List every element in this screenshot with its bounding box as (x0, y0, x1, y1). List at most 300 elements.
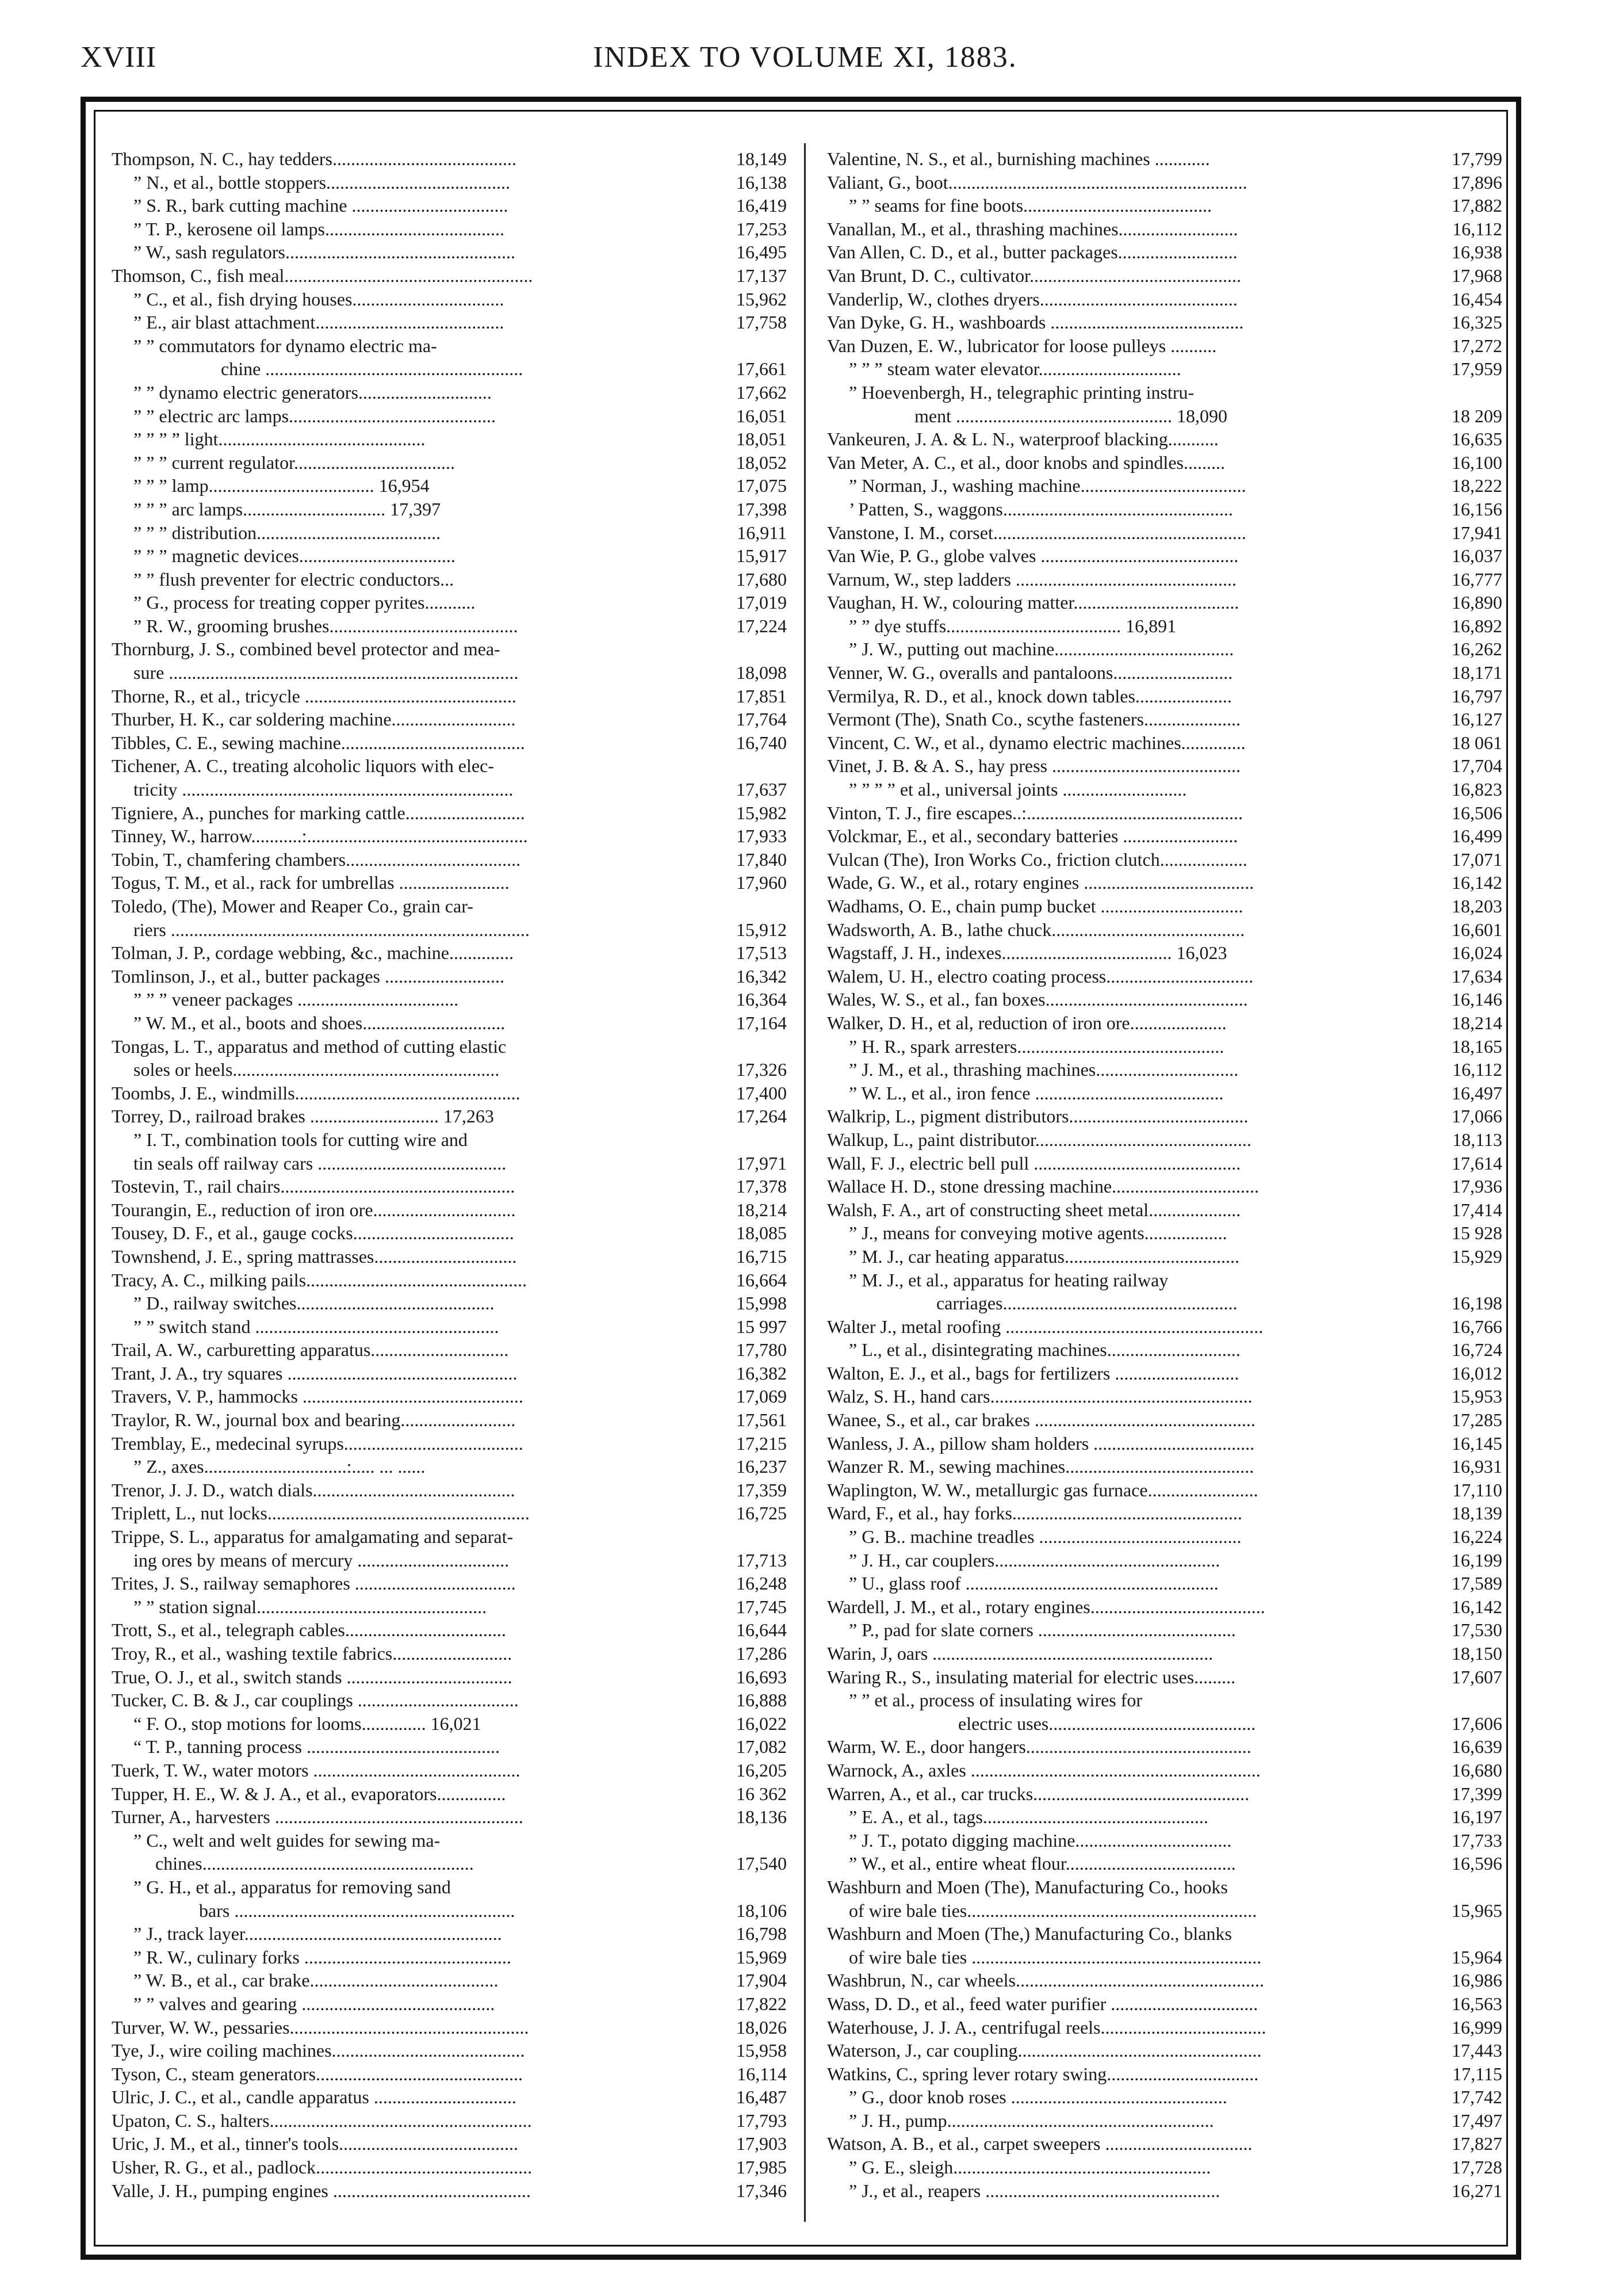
index-entry-pages: 17,933 (736, 826, 787, 847)
index-entry-text: Wagstaff, J. H., indexes..................................... 16,023 (827, 942, 1227, 964)
index-entry-pages: 15,964 (1452, 1946, 1502, 1968)
index-entry (827, 778, 1506, 801)
index-entry-text: ” P., pad for slate corners ........................................... (849, 1619, 1236, 1641)
index-entry-pages: 16,145 (1452, 1432, 1502, 1454)
index-entry (827, 451, 1506, 475)
index-entry-text: Tupper, H. E., W. & J. A., et al., evaporators............... (112, 1783, 506, 1804)
index-entry-text: Waring R., S., insulating material for electric uses......... (827, 1666, 1236, 1687)
index-entry-pages: 16,156 (1452, 498, 1502, 519)
index-entry-text: ” ” ” arc lamps............................... 17,397 (133, 498, 441, 519)
index-entry (827, 2039, 1506, 2062)
index-entry-text: Toombs, J. E., windmills................................................. (112, 1082, 520, 1103)
index-entry (827, 2132, 1506, 2156)
index-entry (827, 1525, 1506, 1549)
index-entry-text: tin seals off railway cars ......................................... (133, 1152, 507, 1174)
index-entry-pages: 16,237 (736, 1456, 787, 1477)
index-entry-pages: 17,607 (1452, 1666, 1502, 1687)
index-entry-text: ” R. W., grooming brushes......................................... (133, 615, 518, 636)
index-entry-pages: 16,127 (1452, 709, 1502, 730)
index-entry-text: Trail, A. W., carburetting apparatus.............................. (112, 1339, 509, 1361)
index-entry (112, 1011, 790, 1035)
index-entry-text: ” Norman, J., washing machine.................................... (849, 475, 1246, 496)
index-entry-text: ” J., et al., reapers ................................................... (849, 2180, 1220, 2201)
index-entry (112, 194, 790, 217)
index-entry-pages: 18,150 (1452, 1643, 1502, 1664)
index-entry-text: ” N., et al., bottle stoppers........................................ (133, 171, 511, 193)
index-entry-pages: 17,110 (1452, 1479, 1502, 1500)
index-entry (112, 240, 790, 264)
index-entry-text: ” W. L., et al., iron fence ......................................... (849, 1082, 1224, 1103)
index-entry (112, 918, 790, 942)
index-entry-pages: 15,962 (736, 288, 787, 310)
index-entry-pages: 16,138 (736, 171, 787, 193)
index-entry (827, 685, 1506, 708)
index-entry-text: Warnock, A., axles ............................................................... (827, 1759, 1261, 1781)
index-entry-text: Wadsworth, A. B., lathe chuck.......................................... (827, 919, 1245, 940)
index-entry-pages: 16,693 (736, 1666, 787, 1687)
index-entry (112, 1572, 790, 1595)
index-entry-text: Tye, J., wire coiling machines.......................................... (112, 2040, 525, 2061)
index-entry-pages: 16,798 (736, 1923, 787, 1944)
index-entry-pages: 17,264 (736, 1106, 787, 1127)
index-entry (827, 217, 1506, 241)
index-entry (827, 2109, 1506, 2133)
index-entry-pages: 15,982 (736, 802, 787, 823)
index-entry-text: ” C., welt and welt guides for sewing ma- (133, 1829, 441, 1851)
index-entry (112, 2062, 790, 2086)
index-entry (112, 1432, 790, 1455)
index-entry-text: Washburn and Moen (The,) Manufacturing Co., blanks (827, 1923, 1232, 1944)
index-entry-pages: 18,051 (736, 429, 787, 450)
index-entry-pages: 16,112 (1452, 218, 1502, 239)
index-entry-pages: 16,892 (1452, 615, 1502, 636)
index-entry-text: ” I. T., combination tools for cutting wire and (133, 1129, 468, 1150)
index-entry-text: ” T. P., kerosene oil lamps....................................... (133, 218, 504, 239)
index-entry (827, 1759, 1506, 1782)
index-entry (827, 194, 1506, 217)
index-entry-pages: 16,037 (1452, 545, 1502, 567)
index-entry (827, 1362, 1506, 1385)
index-entry-text: True, O. J., et al., switch stands .................................... (112, 1666, 512, 1687)
index-entry (112, 1479, 790, 1502)
index-entry-pages: 17,272 (1452, 335, 1502, 356)
index-entry (827, 381, 1506, 404)
index-entry-pages: 17,285 (1452, 1409, 1502, 1431)
index-entry-text: ” ” seams for fine boots......................................... (849, 195, 1212, 216)
index-entry-text: ” ” ” distribution........................................ (133, 522, 441, 543)
index-entry (827, 1432, 1506, 1455)
index-entry-pages: 18,026 (736, 2016, 787, 2038)
index-entry (827, 2016, 1506, 2039)
index-entry-text: chines........................................................... (155, 1853, 474, 1874)
index-entry (827, 871, 1506, 895)
index-entry-text: Vincent, C. W., et al., dynamo electric machines.............. (827, 732, 1246, 753)
index-entry (827, 1875, 1506, 1899)
index-entry-pages: 18,214 (1452, 1012, 1502, 1033)
index-entry-text: ” W. B., et al., car brake......................................... (133, 1970, 499, 1991)
index-entry-pages: 18,222 (1452, 475, 1502, 496)
index-entry-pages: 16,197 (1452, 1806, 1502, 1828)
index-entry (112, 731, 790, 755)
index-entry-pages: 17,968 (1452, 265, 1502, 286)
index-entry-text: Vanstone, I. M., corset....................................................... (827, 522, 1246, 543)
index-entry (827, 1082, 1506, 1105)
index-entry-pages: 16,890 (1452, 592, 1502, 613)
index-entry-text: Van Meter, A. C., et al., door knobs and spindles......... (827, 452, 1225, 473)
index-entry-text: Thornburg, J. S., combined bevel protector and mea- (112, 639, 500, 660)
index-entry (827, 1338, 1506, 1362)
index-entry-pages: 16,342 (736, 965, 787, 987)
index-entry-pages: 16,635 (1452, 429, 1502, 450)
index-entry-text: Vankeuren, J. A. & L. N., waterproof blacking........... (827, 429, 1219, 450)
index-entry (112, 1922, 790, 1946)
index-entry-pages: 16,419 (736, 195, 787, 216)
index-entry-text: bars ............................................................. (199, 1900, 515, 1921)
index-entry-pages: 17,530 (1452, 1619, 1502, 1641)
index-entry (112, 404, 790, 428)
index-entry-text: tricity ........................................................................ (133, 779, 514, 800)
index-entry (827, 1105, 1506, 1128)
index-entry-text: ” W., sash regulators.................................................. (133, 242, 515, 263)
index-entry-text: Watkins, C., spring lever rotary swing................................. (827, 2063, 1259, 2084)
index-entry (112, 2109, 790, 2133)
index-entry-pages: 17,634 (1452, 965, 1502, 987)
index-entry-text: ” ” electric arc lamps............................................. (133, 405, 496, 426)
index-entry (112, 1618, 790, 1642)
index-entry (112, 988, 790, 1011)
index-entry-text: ” ” ” ” et al., universal joints ........................... (849, 779, 1187, 800)
index-entry-pages: 17,346 (736, 2180, 787, 2201)
index-entry-text: Tigniere, A., punches for marking cattle.......................... (112, 802, 525, 823)
index-entry-text: “ F. O., stop motions for looms.............. 16,021 (133, 1713, 481, 1734)
index-entry (112, 544, 790, 568)
index-entry-text: Toledo, (The), Mower and Reaper Co., grain car- (112, 896, 473, 916)
index-entry-pages: 16,680 (1452, 1759, 1502, 1781)
index-entry-pages: 17,075 (736, 475, 787, 496)
index-entry (112, 2016, 790, 2039)
index-entry-text: Van Allen, C. D., et al., butter packages.......................... (827, 242, 1238, 263)
index-entry-pages: 18 209 (1452, 405, 1502, 426)
index-entry (112, 685, 790, 708)
index-entry (112, 1549, 790, 1572)
index-entry (827, 311, 1506, 334)
index-entry-text: Walter J., metal roofing ........................................................ (827, 1316, 1264, 1337)
index-entry (827, 1618, 1506, 1642)
index-entry-pages: 17,497 (1452, 2110, 1502, 2131)
index-entry-pages: 17,960 (736, 872, 787, 893)
index-entry (827, 1385, 1506, 1408)
index-entry-pages: 17,359 (736, 1479, 787, 1500)
index-entry-text: Trippe, S. L., apparatus for amalgamating and separat- (112, 1526, 514, 1548)
index-entry (112, 1105, 790, 1128)
index-entry-pages: 17,614 (1452, 1152, 1502, 1174)
index-entry (827, 240, 1506, 264)
index-entry-pages: 16,986 (1452, 1970, 1502, 1991)
index-entry-pages: 15 928 (1452, 1223, 1502, 1244)
index-entry-pages: 18,214 (736, 1199, 787, 1220)
index-entry-pages: 16,644 (736, 1619, 787, 1641)
index-entry-pages: 15,917 (736, 545, 787, 567)
index-entry-text: ” ” station signal.................................................. (133, 1596, 487, 1617)
index-entry-pages: 17,443 (1452, 2040, 1502, 2061)
index-entry-text: Van Dyke, G. H., washboards .......................................... (827, 312, 1244, 333)
index-entry-text: Van Brunt, D. C., cultivator.............................................. (827, 265, 1241, 286)
index-entry (827, 1175, 1506, 1198)
index-entry-text: ” E., air blast attachment......................................... (133, 312, 504, 333)
index-entry (112, 2179, 790, 2203)
index-entry-text: ” ” ” magnetic devices.................................. (133, 545, 455, 567)
index-entry (827, 334, 1506, 358)
index-entry-pages: 17,822 (736, 1993, 787, 2014)
index-entry-text: Triplett, L., nut locks......................................................... (112, 1503, 530, 1524)
index-entry (112, 1946, 790, 1969)
index-entry (112, 1665, 790, 1689)
index-entry-pages: 17,985 (736, 2157, 787, 2178)
index-entry-pages: 17,745 (736, 1596, 787, 1617)
index-entry-pages: 16,715 (736, 1246, 787, 1267)
index-entry (827, 1735, 1506, 1759)
index-entry (827, 848, 1506, 872)
index-entry-pages: 17,399 (1452, 1783, 1502, 1804)
index-entry (112, 171, 790, 194)
index-entry-text: ” D., railway switches........................................... (133, 1293, 495, 1314)
index-entry (112, 941, 790, 965)
index-entry-pages: 16,725 (736, 1503, 787, 1524)
index-entry (112, 357, 790, 381)
index-entry-pages: 17,414 (1452, 1199, 1502, 1220)
index-entry-text: Tobin, T., chamfering chambers...................................... (112, 849, 521, 870)
index-entry (827, 1688, 1506, 1712)
index-entry-pages: 17,882 (1452, 195, 1502, 216)
index-entry (827, 918, 1506, 942)
index-entry-pages: 17,286 (736, 1643, 787, 1664)
index-entry-text: ” L., et al., disintegrating machines............................. (849, 1339, 1241, 1361)
index-entry-pages: 16,888 (736, 1690, 787, 1711)
index-entry-text: Wallace H. D., stone dressing machine................................ (827, 1176, 1260, 1197)
index-entry-text: ” R. W., culinary forks ............................................. (133, 1946, 511, 1968)
index-entry (827, 1899, 1506, 1923)
index-entry (827, 171, 1506, 194)
index-entry-text: Wanee, S., et al., car brakes ................................................ (827, 1409, 1255, 1431)
index-entry-pages: 18,136 (736, 1806, 787, 1828)
index-entry (827, 1479, 1506, 1502)
index-entry-pages: 18,052 (736, 452, 787, 473)
index-entry-pages: 16,766 (1452, 1316, 1502, 1337)
index-entry (827, 614, 1506, 638)
index-entry (827, 1455, 1506, 1479)
index-entry-text: “ T. P., tanning process .......................................... (133, 1736, 500, 1758)
index-entry-pages: 17,661 (736, 358, 787, 380)
index-entry-text: Varnum, W., step ladders ................................................ (827, 568, 1237, 590)
index-entry-text: Waplington, W. W., metallurgic gas furnace........................ (827, 1479, 1258, 1500)
index-entry-text: Warren, A., et al., car trucks............................................... (827, 1783, 1250, 1804)
index-entry (112, 1759, 790, 1782)
column-divider (804, 143, 806, 2222)
index-entry (112, 1408, 790, 1432)
index-entry-text: Tremblay, E., medecinal syrups....................................... (112, 1432, 523, 1454)
index-entry-pages: 17,606 (1452, 1713, 1502, 1734)
index-entry (112, 754, 790, 778)
index-entry-pages: 16,012 (1452, 1362, 1502, 1384)
index-entry-pages: 17,398 (736, 498, 787, 519)
index-entry-pages: 16,487 (736, 2087, 787, 2108)
index-entry-text: Walker, D. H., et al, reduction of iron ore..................... (827, 1012, 1227, 1033)
index-entry-text: soles or heels.......................................................... (133, 1059, 500, 1080)
index-entry (827, 637, 1506, 661)
index-entry-text: Walton, E. J., et al., bags for fertilizers ........................... (827, 1362, 1239, 1384)
index-entry (112, 1992, 790, 2016)
index-entry-text: Upaton, C. S., halters......................................................... (112, 2110, 532, 2131)
index-entry (827, 521, 1506, 545)
index-entry-pages: 16,262 (1452, 639, 1502, 660)
index-entry-pages: 17,637 (736, 779, 787, 800)
index-entry-text: Tibbles, C. E., sewing machine........................................ (112, 732, 525, 753)
index-entry (827, 2179, 1506, 2203)
index-entry (827, 1269, 1506, 1292)
index-entry-text: Usher, R. G., et al., padlock............................................... (112, 2157, 533, 2178)
index-entry (112, 1245, 790, 1269)
page-header (81, 40, 1530, 81)
index-entry (827, 1502, 1506, 1525)
index-entry (827, 2156, 1506, 2179)
index-entry-text: Valle, J. H., pumping engines ........................................... (112, 2180, 531, 2201)
index-entry (112, 801, 790, 825)
index-entry-text: ” Z., axes...............................:..... ... ...... (133, 1456, 426, 1477)
index-entry (827, 1572, 1506, 1595)
index-entry-text: Tousey, D. F., et al., gauge cocks................................... (112, 1223, 514, 1244)
index-entry-pages: 18 061 (1452, 732, 1502, 753)
index-entry-text: Torrey, D., railroad brakes ............................ 17,263 (112, 1106, 494, 1127)
index-entry-pages: 16,454 (1452, 288, 1502, 310)
index-entry (112, 2132, 790, 2156)
index-entry (112, 1315, 790, 1339)
index-entry-text: ” G., door knob roses ............................................... (849, 2087, 1227, 2108)
index-entry (827, 1315, 1506, 1339)
index-entry-text: Townshend, J. E., spring mattrasses............................... (112, 1246, 517, 1267)
index-entry (112, 1595, 790, 1619)
index-entry (112, 521, 790, 545)
index-entry-pages: 16,224 (1452, 1526, 1502, 1548)
index-entry-pages: 17,827 (1452, 2133, 1502, 2154)
index-entry-text: Vermilya, R. D., et al., knock down tables..................... (827, 685, 1232, 706)
index-entry (827, 288, 1506, 311)
index-entry (112, 288, 790, 311)
index-entry-text: Turver, W. W., pessaries.................................................... (112, 2016, 529, 2038)
index-entry-text: Walsh, F. A., art of constructing sheet metal.................... (827, 1199, 1241, 1220)
index-entry (827, 1011, 1506, 1035)
index-entry (112, 1852, 790, 1875)
index-entry-pages: 16,797 (1452, 685, 1502, 706)
index-entry-text: Walem, U. H., electro coating process................................ (827, 965, 1254, 987)
page-title: INDEX TO VOLUME XI, 1883. (593, 41, 1017, 74)
index-entry (827, 1782, 1506, 1806)
index-entry-text: ” ” ” current regulator................................... (133, 452, 455, 473)
index-entry-text: Wass, D. D., et al., feed water purifier ................................ (827, 1993, 1258, 2014)
index-entry-text: ” J. T., potato digging machine.................................. (849, 1829, 1232, 1851)
index-entry-pages: 16,999 (1452, 2016, 1502, 2038)
index-entry-text: ” ” et al., process of insulating wires for (849, 1690, 1143, 1711)
index-entry-text: Waterhouse, J. J. A., centrifugal reels.................................... (827, 2016, 1266, 2038)
index-entry-text: ” U., glass roof ....................................................... (849, 1573, 1219, 1594)
index-entry-pages: 15,912 (736, 919, 787, 940)
index-entry-pages: 17,540 (736, 1853, 787, 1874)
index-entry-text: Washburn and Moen (The), Manufacturing Co., hooks (827, 1876, 1228, 1897)
index-entry (112, 591, 790, 614)
index-entry-pages: 16,051 (736, 405, 787, 426)
index-entry (112, 451, 790, 475)
index-entry (827, 264, 1506, 288)
index-entry-pages: 16,938 (1452, 242, 1502, 263)
index-entry-text: ” ” ” steam water elevator............................... (849, 358, 1181, 380)
index-entry-pages: 17,513 (736, 942, 787, 964)
index-entry-pages: 17,378 (736, 1176, 787, 1197)
index-entry-pages: 16,823 (1452, 779, 1502, 800)
index-entry-pages: 18,113 (1452, 1129, 1502, 1150)
index-entry-text: Tostevin, T., rail chairs................................................... (112, 1176, 515, 1197)
index-entry-pages: 17,840 (736, 849, 787, 870)
index-entry-pages: 16,325 (1452, 312, 1502, 333)
index-entry (112, 661, 790, 685)
index-entry (112, 1735, 790, 1759)
index-entry (827, 1595, 1506, 1619)
index-entry-text: ” ” ” veneer packages ................................... (133, 989, 459, 1010)
index-entry-pages: 17,019 (736, 592, 787, 613)
index-entry-pages: 17,589 (1452, 1573, 1502, 1594)
index-entry-pages: 15 997 (736, 1316, 787, 1337)
index-entry (827, 988, 1506, 1011)
index-entry-text: Ulric, J. C., et al., candle apparatus ............................... (112, 2087, 516, 2108)
index-entry-pages: 17,680 (736, 568, 787, 590)
index-entry-text: ing ores by means of mercury ................................. (133, 1549, 510, 1571)
index-entry-text: Tichener, A. C., treating alcoholic liquors with elec- (112, 755, 494, 777)
index-entry (112, 778, 790, 801)
index-entry (112, 1198, 790, 1222)
index-entry-text: Trant, J. A., try squares .................................................. (112, 1362, 518, 1384)
index-entry-text: ment ............................................... 18,090 (914, 405, 1227, 426)
index-entry-text: Tracy, A. C., milking pails................................................ (112, 1269, 527, 1290)
index-entry-text: ” J. H., car couplers................................................. (849, 1549, 1220, 1571)
index-entry-text: Valiant, G., boot................................................................. (827, 171, 1247, 193)
index-entry (112, 1899, 790, 1923)
index-entry (112, 1875, 790, 1899)
index-entry-pages: 16,022 (736, 1713, 787, 1734)
index-entry (112, 1712, 790, 1736)
index-entry-text: Vinet, J. B. & A. S., hay press ......................................... (827, 755, 1241, 777)
index-entry-pages: 16,639 (1452, 1736, 1502, 1758)
index-entry-pages: 18,165 (1452, 1036, 1502, 1057)
index-entry-pages: 17,253 (736, 218, 787, 239)
index-entry-pages: 16,499 (1452, 826, 1502, 847)
index-entry-pages: 16,563 (1452, 1993, 1502, 2014)
index-entry (827, 824, 1506, 848)
index-entry-pages: 15,998 (736, 1293, 787, 1314)
index-entry-text: Tuerk, T. W., water motors ............................................. (112, 1759, 520, 1781)
index-entry (827, 1035, 1506, 1059)
index-entry-pages: 16,740 (736, 732, 787, 753)
index-entry-pages: 16,100 (1452, 452, 1502, 473)
index-entry-text: ” ” flush preventer for electric conductors... (133, 568, 454, 590)
index-entry (827, 568, 1506, 591)
index-entry (827, 1058, 1506, 1082)
page-number: XVIII (81, 41, 157, 74)
index-entry-text: ” ” commutators for dynamo electric ma- (133, 335, 437, 356)
index-entry (827, 1128, 1506, 1152)
index-entry-text: Walkup, L., paint distributor............................................... (827, 1129, 1251, 1150)
index-entry-text: ” ” ” ” light............................................. (133, 429, 426, 450)
index-entry-pages: 17,561 (736, 1409, 787, 1431)
index-entry (112, 708, 790, 731)
index-entry (112, 381, 790, 404)
